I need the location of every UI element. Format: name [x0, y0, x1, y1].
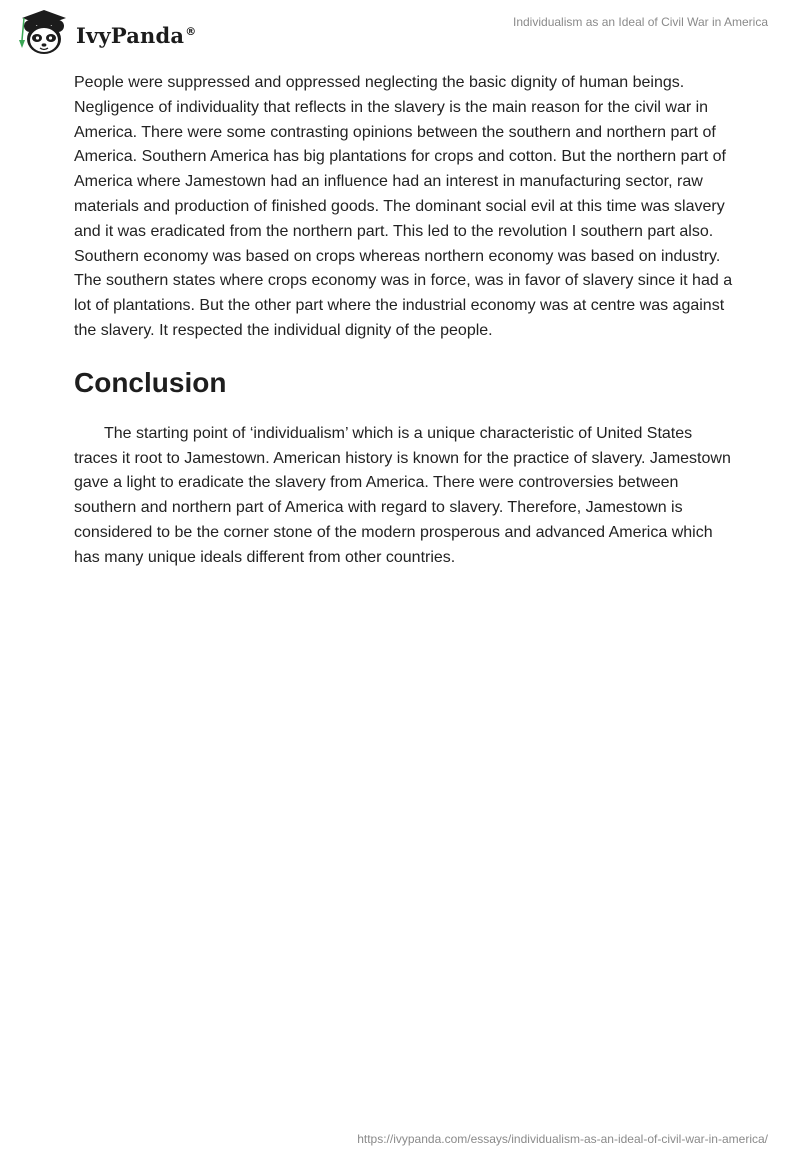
conclusion-heading: Conclusion	[74, 366, 227, 398]
ivypanda-logo[interactable]	[14, 8, 196, 60]
conclusion-paragraph: The starting point of ‘individualism’ which is a unique characteristic of United States traces it root to Jamestown. American history is known for the practice of slavery. Jamestown gave a light to eradicate the slavery from America. There were controversies between southern and northern part of America with regard to slavery. Therefore, Jamestown is considered to be the corner stone of the modern prosperous and advanced America which has many unique ideals different from other countries.	[74, 424, 731, 566]
source-url[interactable]: https://ivypanda.com/essays/individualism-as-an-ideal-of-civil-war-in-america/	[357, 1132, 768, 1146]
running-title: Individualism as an Ideal of Civil War in America	[513, 15, 768, 29]
registered-mark: ®	[185, 24, 197, 38]
logo-wordmark	[76, 23, 196, 48]
page-header	[0, 0, 800, 70]
essay-content	[74, 71, 734, 571]
body-paragraph-1: People were suppressed and oppressed neglecting the basic dignity of human beings. Negligence of individuality that reflects in the slavery is the main reason for the civil war in America. There were some contrasting opinions between the southern and northern part of America. Southern America has big plantations for crops and cotton. But the northern part of America where Jamestown had an influence had an interest in manufacturing sector, raw materials and production of finished goods. The dominant social evil at this time was slavery and it was eradicated from the northern part. This led to the revolution I southern part also. Southern economy was based on crops whereas northern economy was based on industry. The southern states where crops economy was in force, was in favor of slavery since it had a lot of plantations. But the other part where the industrial economy was at centre was against the slavery. It respected the individual dignity of the people.	[74, 74, 733, 339]
panda-graduation-cap-icon	[14, 8, 74, 60]
logo-text: IvyPanda	[76, 22, 185, 48]
